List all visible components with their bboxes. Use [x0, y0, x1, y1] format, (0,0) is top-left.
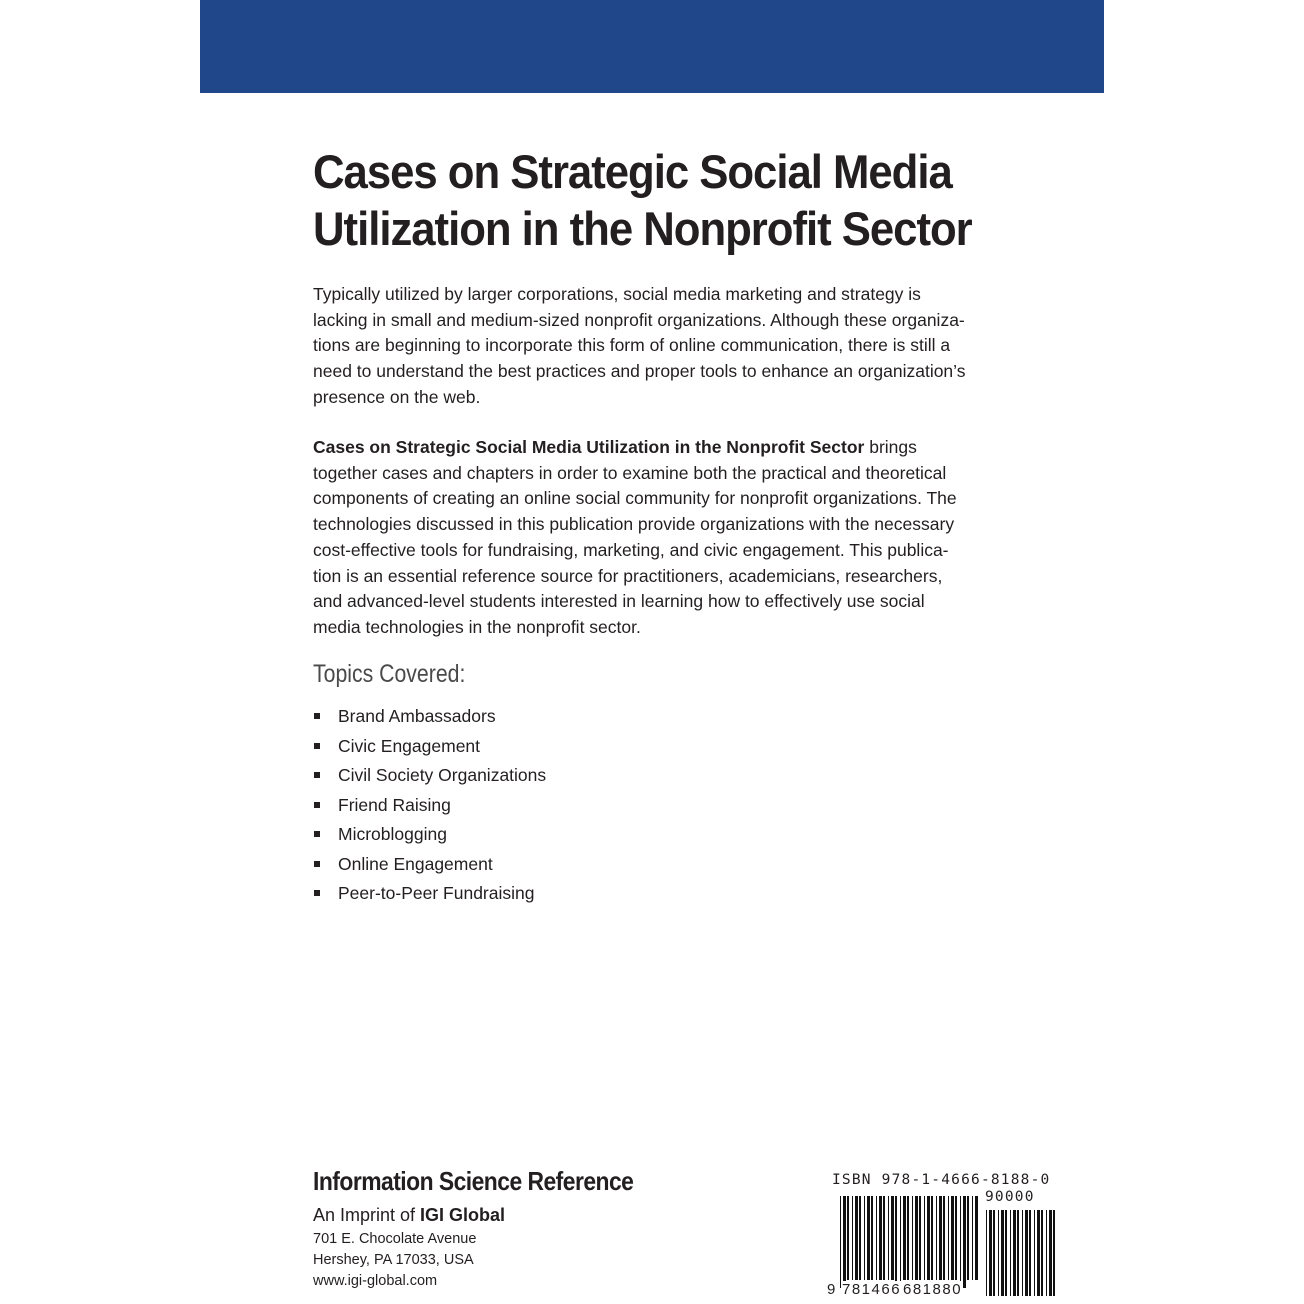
book-title: [313, 143, 983, 257]
main-barcode-bars: [840, 1196, 978, 1288]
topic-item: [313, 702, 546, 732]
description-paragraph-2: [313, 435, 1003, 641]
barcode-bar: [943, 1196, 945, 1280]
barcode-bar: [939, 1196, 942, 1280]
imprint-name: IGI Global: [420, 1205, 506, 1225]
barcode-bar: [936, 1196, 937, 1280]
barcode-bar: [927, 1196, 930, 1280]
topic-label: Civic Engagement: [338, 735, 481, 756]
title-line-1: Cases on Strategic Social Media: [313, 145, 952, 198]
barcode-bar: [931, 1196, 933, 1280]
barcode-bar: [855, 1196, 858, 1280]
barcode-bar: [915, 1196, 918, 1280]
barcode-bar: [998, 1210, 999, 1296]
barcode-bar: [1017, 1210, 1019, 1296]
barcode-bar: [843, 1196, 846, 1288]
topic-label: Microblogging: [338, 824, 447, 844]
barcode-bar: [1013, 1210, 1016, 1296]
paragraph-line: cost-effective tools for fundraising, marketing, and civic engagement. This publica-: [313, 539, 949, 560]
barcode-bar: [1041, 1210, 1043, 1296]
topic-item: [313, 879, 546, 909]
barcode-bar: [924, 1196, 925, 1280]
imprint-line: [313, 1205, 505, 1226]
barcode-bar: [895, 1196, 897, 1288]
imprint-prefix: An Imprint of: [313, 1205, 421, 1225]
barcode-bar: [1049, 1210, 1052, 1296]
barcode-bar: [1022, 1210, 1023, 1296]
addon-barcode-bars: [986, 1210, 1055, 1296]
barcode-bar: [967, 1196, 969, 1280]
topics-list: [313, 702, 546, 909]
barcode-bar: [951, 1196, 954, 1280]
barcode-bar: [859, 1196, 861, 1280]
topic-item: [313, 761, 546, 791]
bullet-icon: [314, 861, 320, 867]
top-color-band: [200, 0, 1104, 93]
barcode-bar: [907, 1196, 909, 1280]
bullet-icon: [314, 772, 320, 778]
bullet-icon: [314, 743, 320, 749]
paragraph-line: need to understand the best practices and proper tools to enhance an organization’s: [313, 361, 966, 382]
topics-heading: Topics Covered:: [313, 660, 466, 688]
barcode-bar: [840, 1196, 841, 1288]
barcode-digits-left: 781466: [842, 1281, 902, 1298]
barcode-bar: [972, 1196, 973, 1280]
barcode-bar: [903, 1196, 906, 1280]
publisher-website: www.igi-global.com: [313, 1273, 438, 1289]
bullet-icon: [314, 713, 320, 719]
paragraph-line: and advanced-level students interested in learning how to effectively use social: [313, 591, 925, 612]
paragraph-line: technologies discussed in this publication provide organizations with the necessary: [313, 514, 955, 535]
topic-label: Civil Society Organizations: [338, 765, 547, 785]
paragraph-text: brings: [864, 437, 917, 457]
barcode-bar: [1037, 1210, 1040, 1296]
title-line-2: Utilization in the Nonprofit Sector: [313, 202, 972, 255]
barcode-digit-first: 9: [827, 1281, 836, 1298]
topic-item: [313, 791, 546, 821]
topic-label: Brand Ambassadors: [338, 706, 496, 726]
description-paragraph-1: [313, 282, 1003, 411]
topic-label: Peer-to-Peer Fundraising: [338, 883, 535, 903]
topic-item: [313, 820, 546, 850]
barcode-bar: [883, 1196, 885, 1280]
barcode-bar: [891, 1196, 894, 1280]
paragraph-line: [313, 435, 1003, 461]
barcode-addon-label: 90000: [985, 1189, 1035, 1205]
barcode-bar: [989, 1210, 992, 1296]
barcode-bar: [900, 1196, 901, 1288]
paragraph-line: Typically utilized by larger corporations, social media marketing and strategy is: [313, 284, 921, 304]
barcode-bar: [888, 1196, 889, 1280]
barcode-bar: [1034, 1210, 1035, 1296]
address-city: Hershey, PA 17033, USA: [313, 1252, 474, 1268]
barcode-bar: [1001, 1210, 1004, 1296]
barcode-bar: [847, 1196, 849, 1280]
barcode-bar: [876, 1196, 877, 1280]
barcode-bar: [879, 1196, 882, 1280]
paragraph-line: components of creating an online social community for nonprofit organizations. The: [313, 488, 957, 509]
paragraph-line: presence on the web.: [313, 386, 481, 407]
barcode-bar: [948, 1196, 949, 1280]
barcode-bar: [1029, 1210, 1031, 1296]
barcode-bar: [975, 1196, 978, 1280]
barcode-bar: [1025, 1210, 1028, 1296]
barcode-bar: [955, 1196, 957, 1280]
topic-item: [313, 850, 546, 880]
barcode-bar: [1010, 1210, 1011, 1296]
barcode-bar: [867, 1196, 870, 1280]
bullet-icon: [314, 831, 320, 837]
paragraph-line: tions are beginning to incorporate this form of online communication, there is still a: [313, 335, 951, 356]
barcode-bar: [963, 1196, 966, 1288]
barcode-bar: [1046, 1210, 1047, 1296]
paragraph-line: lacking in small and medium-sized nonprofit organizations. Although these organiza-: [313, 309, 965, 330]
isbn-label: ISBN 978-1-4666-8188-0: [832, 1172, 1051, 1188]
barcode-bar: [986, 1210, 987, 1296]
barcode-bar: [864, 1196, 865, 1280]
publisher-name: Information Science Reference: [313, 1166, 634, 1196]
barcode-bar: [960, 1196, 961, 1288]
address-street: 701 E. Chocolate Avenue: [313, 1231, 477, 1247]
barcode-bar: [1053, 1210, 1055, 1296]
barcode-bar: [912, 1196, 913, 1280]
book-title-inline: Cases on Strategic Social Media Utilization in the Nonprofit Sector: [313, 437, 865, 457]
topic-item: [313, 732, 546, 762]
barcode-digits-right: 681880: [903, 1281, 963, 1298]
barcode-bar: [919, 1196, 921, 1280]
paragraph-line: together cases and chapters in order to examine both the practical and theoretical: [313, 462, 947, 483]
bullet-icon: [314, 890, 320, 896]
barcode-bar: [852, 1196, 853, 1280]
paragraph-line: media technologies in the nonprofit sector.: [313, 616, 641, 637]
barcode-bar: [871, 1196, 873, 1280]
barcode-bar: [1005, 1210, 1007, 1296]
bullet-icon: [314, 802, 320, 808]
topic-label: Online Engagement: [338, 853, 493, 874]
barcode-bar: [993, 1210, 995, 1296]
paragraph-line: tion is an essential reference source for practitioners, academicians, researchers,: [313, 565, 943, 586]
topic-label: Friend Raising: [338, 794, 451, 815]
